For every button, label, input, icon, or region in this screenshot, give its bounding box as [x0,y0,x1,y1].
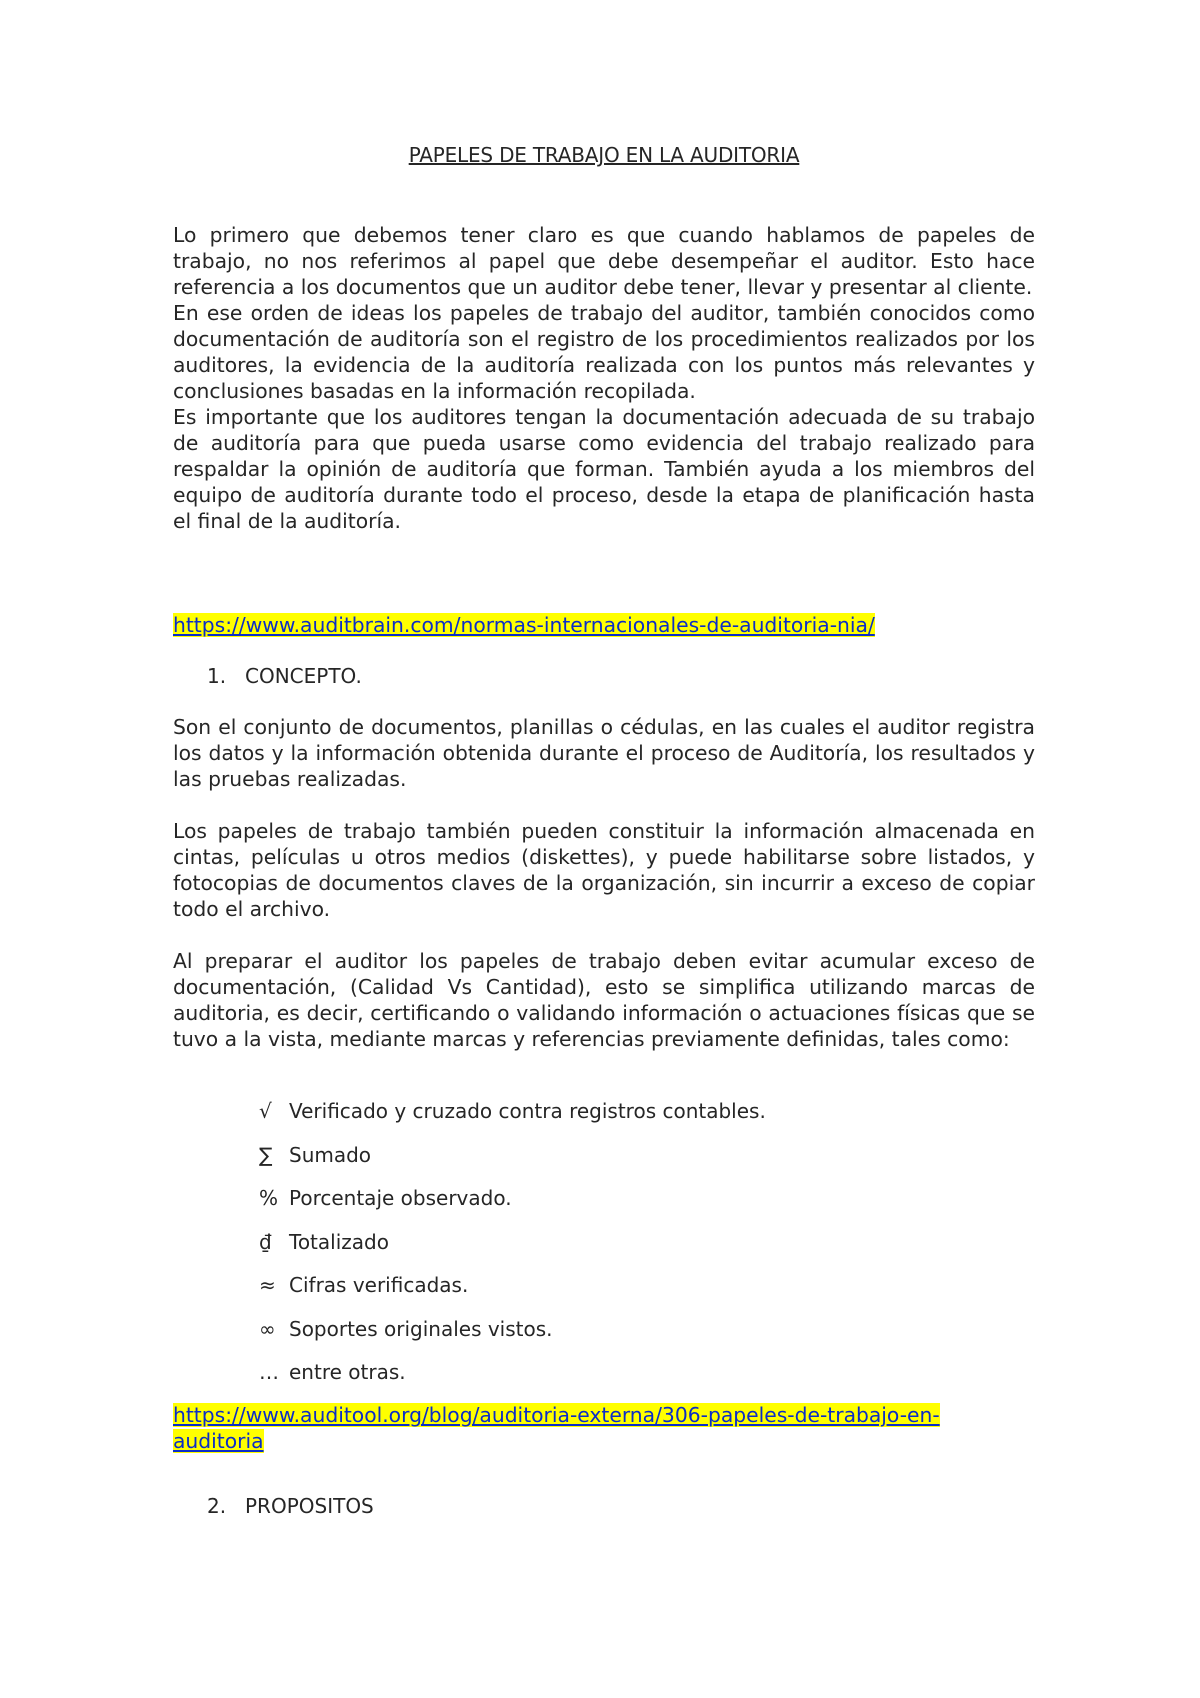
audit-mark-item [259,1185,766,1229]
audit-mark-text: Soportes originales vistos. [289,1316,553,1341]
audit-mark-text: Totalizado [289,1229,389,1254]
infinity-icon: ∞ [259,1316,276,1341]
concept-paragraph-1: Son el conjunto de documentos, planillas o cédulas, en las cuales el auditor registra los datos y la información obtenida durante el proceso de Auditoría, los resultados y las pruebas realizadas. [173,715,1035,791]
audit-mark-text: Porcentaje observado. [289,1186,512,1210]
concept-paragraph-2: Los papeles de trabajo también pueden constituir la información almacenada en cintas, películas u otros medios (diskettes), y puede habilitarse sobre listados, y fotocopias de documentos claves de la organización, sin incurrir a exceso de copiar todo el archivo. [173,819,1035,921]
audit-mark-item [259,1142,766,1186]
check-mark-icon: √ [259,1099,272,1123]
document-title: PAPELES DE TRABAJO EN LA AUDITORIA [408,143,800,167]
section-title: PROPOSITOS [245,1494,374,1518]
approx-icon: ≈ [259,1273,276,1297]
concept-paragraph-3: Al preparar el auditor los papeles de trabajo deben evitar acumular exceso de documentación, (Calidad Vs Cantidad), esto se simplifica utilizando marcas de auditoria, es decir, certificando o validando información o actuaciones físicas que se tuvo a la vista, mediante marcas y referencias previamente definidas, tales como: [173,949,1035,1051]
reference-link-2[interactable] [173,1402,1023,1454]
section-number: 2. [207,1494,227,1518]
total-icon: ₫ [259,1229,272,1254]
audit-mark-text: Cifras verificadas. [289,1273,469,1297]
concept-paragraph-2-block [173,818,1035,922]
reference-link-1[interactable] [173,612,1035,638]
audit-mark-text: Sumado [289,1142,372,1167]
reference-link-2-text[interactable]: https://www.auditool.org/blog/auditoria-externa/306-papeles-de-trabajo-en-auditoria [173,1403,940,1453]
audit-mark-item [259,1359,766,1403]
intro-paragraph-2: En ese orden de ideas los papeles de trabajo del auditor, también conocidos como documentación de auditoría son el registro de los procedimientos realizados por los auditores, la evidencia de la auditoría realizada con los puntos más relevantes y conclusiones basadas en la información recopilada. [173,301,1035,403]
audit-mark-item [259,1229,766,1273]
audit-mark-text: Verificado y cruzado contra registros contables. [289,1099,766,1123]
audit-mark-text: entre otras. [289,1360,406,1384]
section-title: CONCEPTO. [245,664,362,688]
intro-block [173,222,1035,534]
sum-icon: ∑ [259,1142,273,1167]
audit-mark-item [259,1272,766,1316]
section-heading-concepto [207,664,362,688]
concept-paragraph-3-block [173,948,1035,1052]
audit-marks-list [259,1098,766,1403]
concept-paragraph-1-block [173,714,1035,792]
audit-mark-item [259,1098,766,1142]
section-number: 1. [207,664,227,688]
percent-icon: % [259,1186,279,1210]
intro-paragraph-1: Lo primero que debemos tener claro es que cuando hablamos de papeles de trabajo, no nos referimos al papel que debe desempeñar el auditor. Esto hace referencia a los documentos que un auditor debe tener, llevar y presentar al cliente. [173,223,1035,299]
section-heading-propositos [207,1494,374,1518]
audit-mark-item [259,1316,766,1360]
intro-paragraph-3: Es importante que los auditores tengan la documentación adecuada de su trabajo de auditoría para que pueda usarse como evidencia del trabajo realizado para respaldar la opinión de auditoría que forman. También ayuda a los miembros del equipo de auditoría durante todo el proceso, desde la etapa de planificación hasta el final de la auditoría. [173,405,1035,533]
ellipsis-icon: … [259,1360,279,1384]
reference-link-1-text[interactable]: https://www.auditbrain.com/normas-internacionales-de-auditoria-nia/ [173,613,875,637]
